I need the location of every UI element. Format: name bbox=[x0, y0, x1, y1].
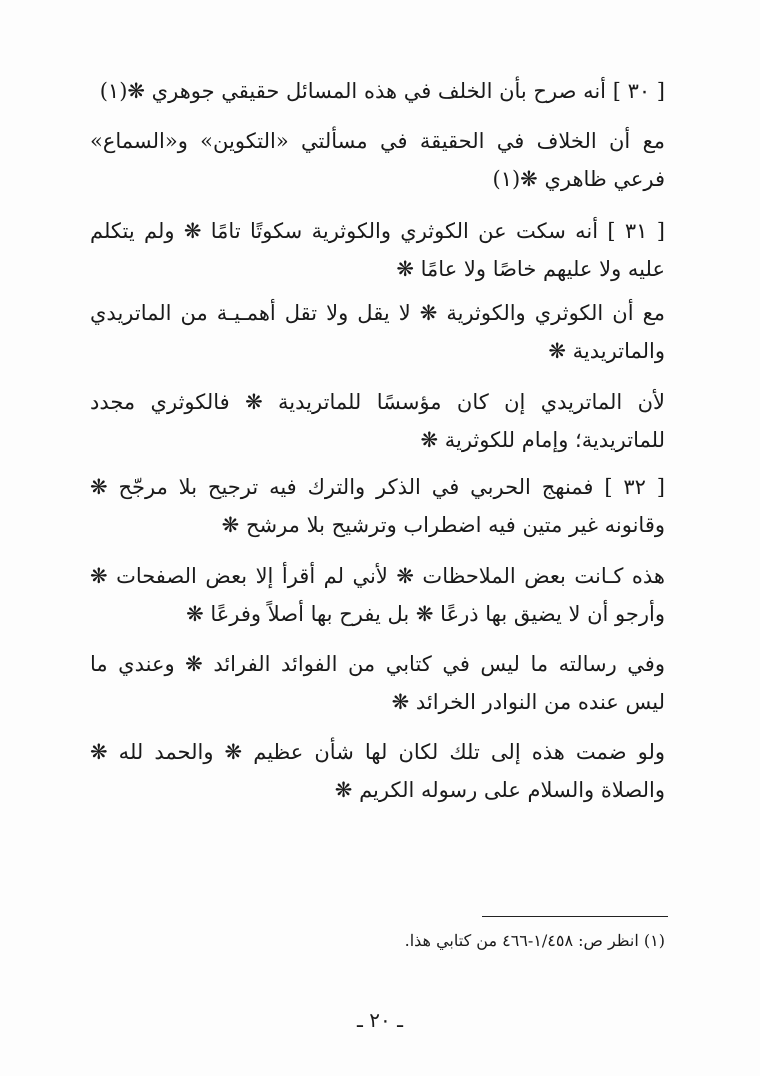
footnote: (١) انظر ص: ١/٤٥٨-٤٦٦ من كتابي هذا. bbox=[404, 931, 665, 950]
paragraph-closing: ولو ضمت هذه إلى تلك لكان لها شأن عظيم ❋ والحمد لله ❋ والصلاة والسلام على رسوله الكريم ❋ bbox=[90, 740, 665, 802]
footnote-divider bbox=[482, 916, 668, 917]
paragraph-remarks: هذه كـانت بعض الملاحظات ❋ لأني لم أقرأ إلا بعض الصفحات ❋ وأرجو أن لا يضيق بها ذرعًا ❋ بل يفرح بها أصلاً وفرعًا ❋ bbox=[90, 564, 665, 626]
paragraph-30: [ ٣٠ ] أنه صرح بأن الخلف في هذه المسائل حقيقي جوهري ❋(١) bbox=[99, 79, 665, 103]
paragraph-32: [ ٣٢ ] فمنهج الحربي في الذكر والترك فيه ترجيح بلا مرجّح ❋ وقانونه غير متين فيه اضطراب وترشيح بلا مرشح ❋ bbox=[90, 475, 665, 537]
paragraph-30-continued: مع أن الخلاف في الحقيقة في مسألتي «التكوين» و«السماع» فرعي ظاهري ❋(١) bbox=[90, 129, 665, 191]
paragraph-benefits: وفي رسالته ما ليس في كتابي من الفوائد الفرائد ❋ وعندي ما ليس عنده من النوادر الخرائد ❋ bbox=[90, 652, 665, 714]
page-number: ـ ٢٠ ـ bbox=[357, 1008, 403, 1032]
paragraph-31-reason: لأن الماتريدي إن كان مؤسسًا للماتريدية ❋ فالكوثري مجدد للماتريدية؛ وإمام للكوثرية ❋ bbox=[90, 390, 665, 452]
paragraph-31: [ ٣١ ] أنه سكت عن الكوثري والكوثرية سكوتًا تامًا ❋ ولم يتكلم عليه ولا عليهم خاصًا ولا عامًا ❋ bbox=[90, 219, 665, 281]
paragraph-31-continued: مع أن الكوثري والكوثرية ❋ لا يقل ولا تقل أهمـيـة من الماتريدي والماتريدية ❋ bbox=[90, 301, 665, 363]
